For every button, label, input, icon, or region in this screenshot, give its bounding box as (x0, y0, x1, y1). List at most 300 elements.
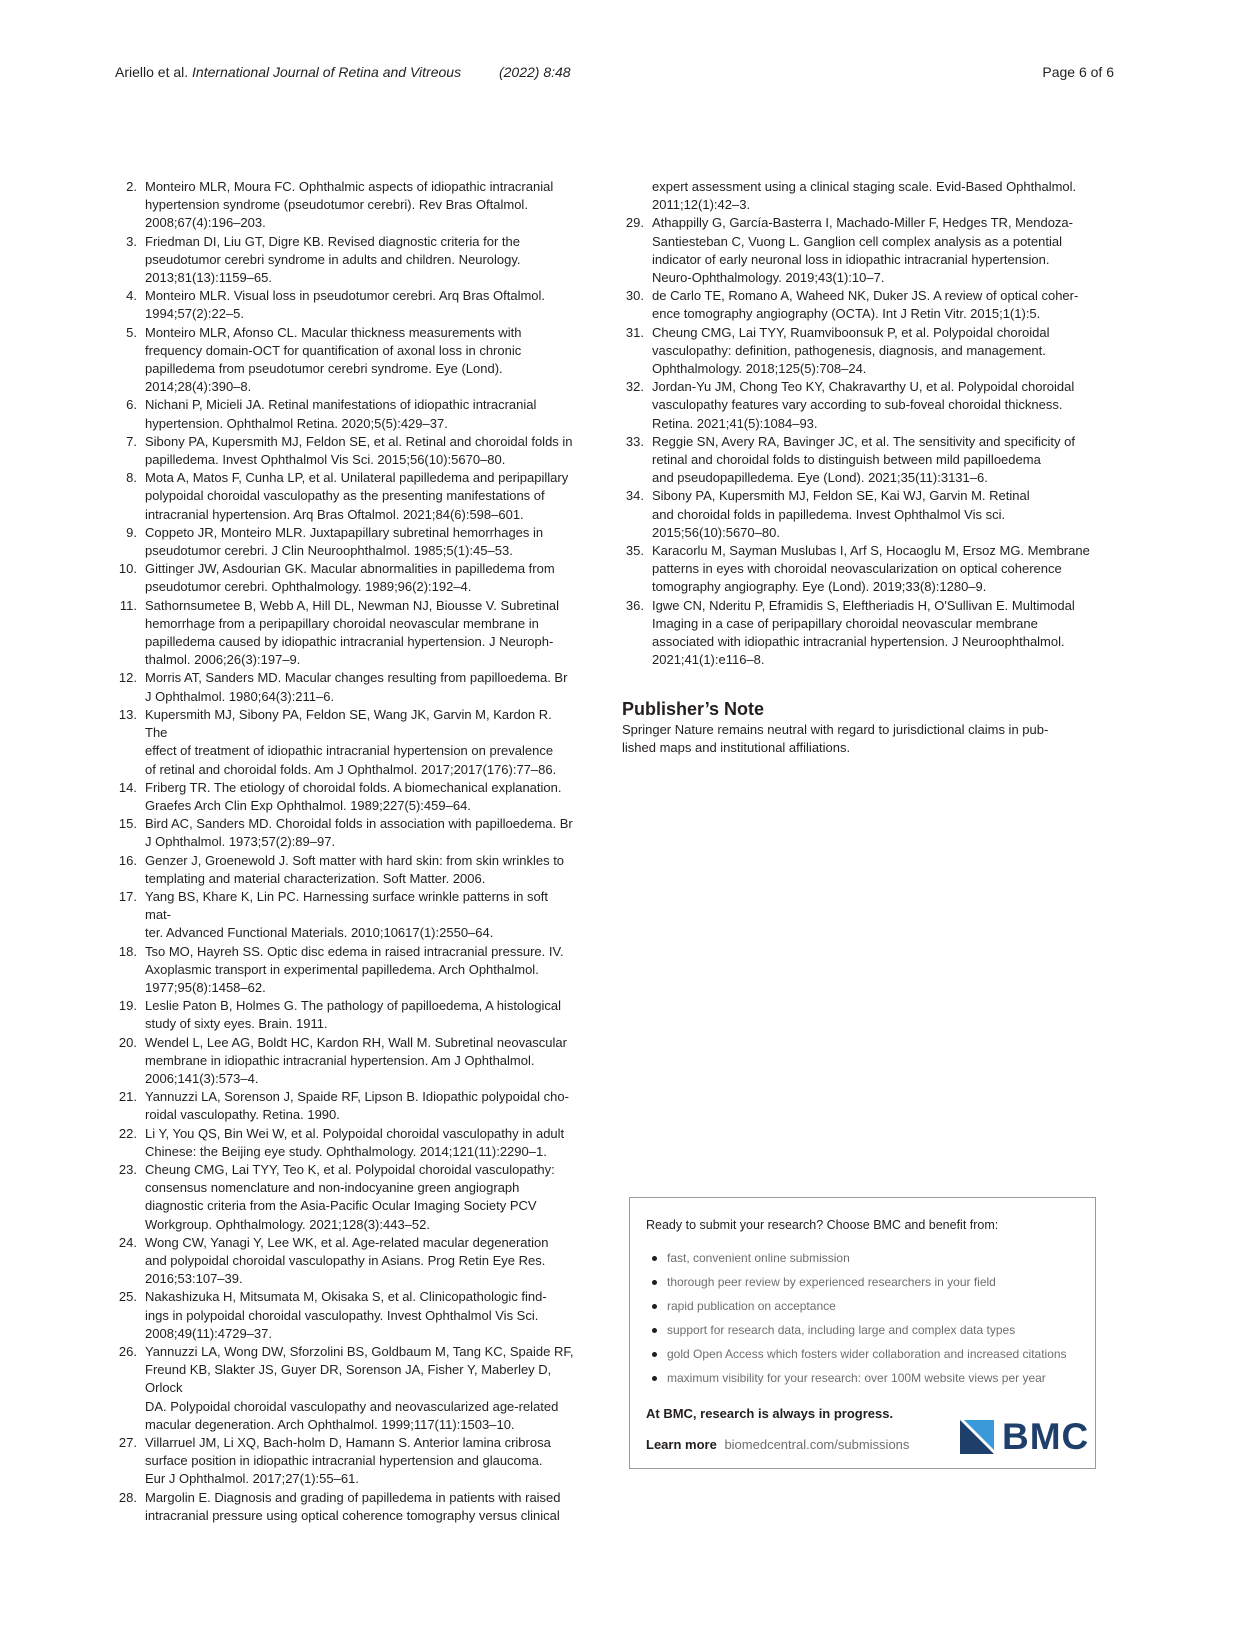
reference-line (115, 651, 575, 669)
bmc-logo (960, 1416, 1090, 1457)
reference-text: Freund KB, Slakter JS, Guyer DR, Sorenson JA, Fisher Y, Maberley D, Orlock (145, 1362, 552, 1396)
reference-entry (622, 597, 1102, 615)
reference-text: tomography angiography. Eye (Lond). 2019;33(8):1280–9. (652, 579, 987, 595)
bmc-logo-text: BMC (1002, 1416, 1090, 1457)
reference-line (115, 1179, 575, 1197)
reference-line (115, 578, 575, 596)
reference-line (622, 251, 1102, 269)
reference-text: papilledema caused by idiopathic intracranial hypertension. J Neuroph- (145, 634, 554, 650)
reference-text: Gittinger JW, Asdourian GK. Macular abnormalities in papilledema from (145, 561, 555, 577)
reference-number: 6. (126, 397, 137, 413)
reference-entry (622, 487, 1102, 505)
reference-entry (622, 378, 1102, 396)
reference-line (115, 1143, 575, 1161)
reference-entry (115, 396, 575, 414)
reference-text: Friberg TR. The etiology of choroidal folds. A biomechanical explanation. (145, 779, 562, 795)
reference-number (115, 360, 145, 378)
reference-text: hypertension syndrome (pseudotumor cerebri). Rev Bras Oftalmol. (145, 197, 528, 213)
reference-entry (622, 178, 1102, 196)
reference-line (115, 615, 575, 633)
reference-text: Wong CW, Yanagi Y, Lee WK, et al. Age-related macular degeneration (145, 1234, 549, 1250)
reference-number (622, 360, 652, 378)
reference-number (622, 251, 652, 269)
reference-text: Monteiro MLR. Visual loss in pseudotumor cerebri. Arq Bras Oftalmol. (145, 288, 546, 304)
learn-more-label: Learn more (646, 1437, 717, 1452)
bmc-benefit-item (652, 1294, 1067, 1318)
reference-text: patterns in eyes with choroidal neovascularization on optical coherence (652, 561, 1062, 577)
reference-number (115, 506, 145, 524)
bmc-benefit-item (652, 1270, 1067, 1294)
bmc-benefit-text: gold Open Access which fosters wider collaboration and increased citations (667, 1347, 1067, 1361)
reference-line (622, 451, 1102, 469)
reference-line (115, 251, 575, 269)
reference-text: Bird AC, Sanders MD. Choroidal folds in association with papilloedema. Br (145, 816, 573, 832)
reference-line (622, 196, 1102, 214)
reference-text: ter. Advanced Functional Materials. 2010;10617(1):2550–64. (145, 925, 494, 941)
reference-text: DA. Polypoidal choroidal vasculopathy and neovascularized age-related (145, 1398, 559, 1414)
publisher-note-text (622, 721, 1082, 757)
reference-number (115, 1307, 145, 1325)
reference-number (115, 1252, 145, 1270)
reference-line (115, 487, 575, 505)
reference-entry (115, 324, 575, 342)
reference-entry (115, 1434, 575, 1452)
reference-entry (115, 1125, 575, 1143)
reference-number (115, 1270, 145, 1288)
reference-text: 2011;12(1):42–3. (652, 197, 751, 213)
reference-text: hypertension. Ophthalmol Retina. 2020;5(5):429–37. (145, 415, 448, 431)
reference-line (115, 1325, 575, 1343)
reference-number: 9. (126, 524, 137, 540)
reference-line (115, 1015, 575, 1033)
reference-entry (115, 178, 575, 196)
reference-text: polypoidal choroidal vasculopathy as the presenting manifestations of (145, 488, 545, 504)
reference-text: Athappilly G, García-Basterra I, Machado-Miller F, Hedges TR, Mendoza- (652, 215, 1073, 231)
bullet-icon (652, 1376, 657, 1381)
reference-entry (115, 597, 575, 615)
bmc-heading: Ready to submit your research? Choose BMC and benefit from: (646, 1218, 999, 1232)
reference-number: 24. (118, 1234, 137, 1250)
reference-text: Yannuzzi LA, Wong DW, Sforzolini BS, Goldbaum M, Tang KC, Spaide RF, (145, 1344, 574, 1359)
reference-number (115, 1216, 145, 1234)
reference-number (622, 178, 652, 196)
reference-text: and polypoidal choroidal vasculopathy in Asians. Prog Retin Eye Res. (145, 1252, 546, 1268)
reference-line (115, 506, 575, 524)
reference-text: templating and material characterization. Soft Matter. 2006. (145, 870, 486, 886)
reference-entry (115, 815, 575, 833)
reference-text: Friedman DI, Liu GT, Digre KB. Revised diagnostic criteria for the (145, 233, 520, 249)
reference-text: and pseudopapilledema. Eye (Lond). 2021;35(11):3131–6. (652, 470, 988, 486)
reference-text: 1994;57(2):22–5. (145, 306, 245, 322)
reference-number (115, 487, 145, 505)
reference-text: Reggie SN, Avery RA, Bavinger JC, et al. The sensitivity and specificity of (652, 433, 1075, 449)
reference-text: Tso MO, Hayreh SS. Optic disc edema in raised intracranial pressure. IV. (145, 943, 564, 959)
reference-text: Yannuzzi LA, Sorenson J, Spaide RF, Lipson B. Idiopathic polypoidal cho- (145, 1089, 569, 1105)
reference-line (622, 415, 1102, 433)
publisher-note-line: Springer Nature remains neutral with regard to jurisdictional claims in pub- (622, 722, 1049, 737)
reference-line (115, 1106, 575, 1124)
reference-text: 2021;41(1):e116–8. (652, 652, 765, 668)
reference-line (115, 1470, 575, 1488)
reference-entry (115, 943, 575, 961)
reference-entry (115, 779, 575, 797)
reference-entry (115, 1288, 575, 1306)
reference-number (115, 1143, 145, 1161)
bmc-benefit-item (652, 1318, 1067, 1342)
reference-number (115, 251, 145, 269)
reference-line (622, 651, 1102, 669)
reference-number (115, 961, 145, 979)
reference-line (622, 342, 1102, 360)
reference-text: Nichani P, Micieli JA. Retinal manifestations of idiopathic intracranial (145, 397, 537, 413)
reference-entry (115, 1489, 575, 1507)
reference-number: 5. (126, 324, 137, 340)
reference-entry (115, 1234, 575, 1252)
reference-number (622, 451, 652, 469)
page-number: Page 6 of 6 (1042, 64, 1114, 80)
reference-line (622, 360, 1102, 378)
bullet-icon (652, 1256, 657, 1261)
reference-entry (622, 287, 1102, 305)
reference-number (622, 469, 652, 487)
reference-line (115, 305, 575, 323)
reference-line (115, 797, 575, 815)
reference-text: surface position in idiopathic intracranial hypertension and glaucoma. (145, 1453, 543, 1469)
reference-entry (115, 997, 575, 1015)
reference-text: Workgroup. Ophthalmology. 2021;128(3):443–52. (145, 1216, 430, 1232)
reference-text: Kupersmith MJ, Sibony PA, Feldon SE, Wang JK, Garvin M, Kardon R. The (145, 706, 552, 741)
bmc-benefits-list (652, 1246, 1067, 1390)
header-authors: Ariello et al. (115, 64, 189, 80)
reference-text: Monteiro MLR, Afonso CL. Macular thickness measurements with (145, 324, 522, 340)
reference-number: 33. (625, 433, 644, 449)
reference-text: vasculopathy features vary according to sub-foveal choroidal thickness. (652, 397, 1063, 413)
reference-text: ence tomography angiography (OCTA). Int J Retin Vitr. 2015;1(1):5. (652, 306, 1041, 322)
reference-number (622, 506, 652, 524)
reference-number: 31. (625, 324, 644, 340)
reference-line (622, 233, 1102, 251)
reference-line (115, 870, 575, 888)
reference-number (115, 305, 145, 323)
reference-text: 1977;95(8):1458–62. (145, 979, 266, 995)
reference-number: 15. (118, 816, 137, 832)
reference-number (115, 269, 145, 287)
reference-text: Sibony PA, Kupersmith MJ, Feldon SE, Kai WJ, Garvin M. Retinal (652, 488, 1030, 504)
reference-text: membrane in idiopathic intracranial hypertension. Am J Ophthalmol. (145, 1052, 535, 1068)
reference-text: 2008;49(11):4729–37. (145, 1325, 272, 1341)
reference-line (622, 578, 1102, 596)
reference-entry (115, 1343, 575, 1361)
reference-number (115, 1070, 145, 1088)
bmc-learn-more[interactable] (646, 1437, 909, 1452)
reference-line (622, 615, 1102, 633)
reference-number (622, 615, 652, 633)
reference-entry (115, 1088, 575, 1106)
reference-text: pseudotumor cerebri syndrome in adults and children. Neurology. (145, 251, 521, 267)
publisher-note-title: Publisher’s Note (622, 699, 765, 719)
reference-entry (115, 469, 575, 487)
reference-text: Coppeto JR, Monteiro MLR. Juxtapapillary subretinal hemorrhages in (145, 524, 544, 540)
reference-line (115, 360, 575, 378)
reference-number (622, 196, 652, 214)
reference-text: Igwe CN, Nderitu P, Eframidis S, Eleftheriadis H, O'Sullivan E. Multimodal (652, 597, 1075, 613)
reference-line (115, 1070, 575, 1088)
reference-number (115, 688, 145, 706)
reference-number: 23. (118, 1161, 137, 1177)
reference-line (622, 524, 1102, 542)
reference-line (115, 633, 575, 651)
reference-text: pseudotumor cerebri. J Clin Neuroophthalmol. 1985;5(1):45–53. (145, 543, 513, 559)
reference-line (622, 469, 1102, 487)
bmc-tagline: At BMC, research is always in progress. (646, 1406, 894, 1421)
bmc-benefit-text: maximum visibility for your research: over 100M website views per year (667, 1371, 1046, 1385)
reference-entry (115, 433, 575, 451)
reference-line (115, 1252, 575, 1270)
reference-number (115, 542, 145, 560)
reference-number (115, 451, 145, 469)
reference-text: 2014;28(4):390–8. (145, 379, 252, 395)
reference-line (115, 1416, 575, 1434)
reference-entry (115, 706, 575, 742)
reference-text: Villarruel JM, Li XQ, Bach-holm D, Hamann S. Anterior lamina cribrosa (145, 1435, 551, 1451)
bmc-benefit-item (652, 1366, 1067, 1390)
reference-number (622, 269, 652, 287)
reference-number: 19. (118, 998, 137, 1014)
reference-number (622, 524, 652, 542)
reference-number: 32. (625, 379, 644, 395)
bmc-logo-icon (960, 1420, 994, 1454)
reference-text: Chinese: the Beijing eye study. Ophthalmology. 2014;121(11):2290–1. (145, 1143, 547, 1159)
bullet-icon (652, 1328, 657, 1333)
reference-entry (622, 542, 1102, 560)
reference-line (622, 396, 1102, 414)
reference-line (115, 1052, 575, 1070)
reference-text: 2013;81(13):1159–65. (145, 270, 272, 286)
reference-number: 2. (126, 179, 137, 194)
reference-number (115, 1015, 145, 1033)
reference-line (115, 1452, 575, 1470)
bmc-benefit-text: thorough peer review by experienced researchers in your field (667, 1275, 996, 1289)
reference-text: study of sixty eyes. Brain. 1911. (145, 1016, 328, 1032)
reference-text: of retinal and choroidal folds. Am J Ophthalmol. 2017;2017(176):77–86. (145, 761, 557, 777)
reference-text: Leslie Paton B, Holmes G. The pathology of papilloedema, A histological (145, 998, 562, 1014)
reference-number (115, 870, 145, 888)
reference-text: Santiesteban C, Vuong L. Ganglion cell complex analysis as a potential (652, 233, 1062, 249)
reference-line (115, 688, 575, 706)
bmc-benefit-item (652, 1342, 1067, 1366)
reference-text: expert assessment using a clinical staging scale. Evid-Based Ophthalmol. (652, 179, 1077, 194)
reference-number: 16. (118, 852, 137, 868)
reference-text: Karacorlu M, Sayman Muslubas I, Arf S, Hocaoglu M, Ersoz MG. Membrane (652, 543, 1090, 559)
reference-text: effect of treatment of idiopathic intracranial hypertension on prevalence (145, 743, 554, 759)
header-journal: International Journal of Retina and Vitreous (192, 64, 462, 80)
reference-text: Morris AT, Sanders MD. Macular changes resulting from papilloedema. Br (145, 670, 568, 686)
reference-text: Jordan-Yu JM, Chong Teo KY, Chakravarthy U, et al. Polypoidal choroidal (652, 379, 1075, 395)
page-header (115, 64, 1114, 84)
reference-text: Cheung CMG, Lai TYY, Ruamviboonsuk P, et al. Polypoidal choroidal (652, 324, 1050, 340)
reference-number (622, 633, 652, 651)
reference-line (622, 633, 1102, 651)
reference-line (115, 269, 575, 287)
bullet-icon (652, 1352, 657, 1357)
reference-number (115, 1452, 145, 1470)
reference-text: Eur J Ophthalmol. 2017;27(1):55–61. (145, 1471, 359, 1487)
reference-line (115, 1307, 575, 1325)
reference-entry (622, 324, 1102, 342)
reference-text: macular degeneration. Arch Ophthalmol. 1999;117(11):1503–10. (145, 1416, 515, 1432)
reference-line (115, 214, 575, 232)
reference-line (115, 833, 575, 851)
reference-text: 2016;53:107–39. (145, 1271, 243, 1287)
reference-text: roidal vasculopathy. Retina. 1990. (145, 1107, 340, 1123)
reference-text: de Carlo TE, Romano A, Waheed NK, Duker JS. A review of optical coher- (652, 288, 1079, 304)
reference-number (115, 378, 145, 396)
reference-text: 2015;56(10):5670–80. (652, 524, 780, 540)
reference-number (115, 1325, 145, 1343)
reference-line (115, 1398, 575, 1416)
reference-number (115, 979, 145, 997)
reference-number (115, 1052, 145, 1070)
reference-text: Wendel L, Lee AG, Boldt HC, Kardon RH, Wall M. Subretinal neovascular (145, 1034, 567, 1050)
reference-entry (115, 888, 575, 924)
learn-more-link[interactable]: biomedcentral.com/submissions (724, 1437, 910, 1452)
reference-text: intracranial pressure using optical coherence tomography versus clinical (145, 1507, 560, 1523)
reference-number: 26. (118, 1344, 137, 1359)
reference-number (622, 415, 652, 433)
reference-text: frequency domain-OCT for quantification of axonal loss in chronic (145, 342, 522, 358)
bmc-benefit-item (652, 1246, 1067, 1270)
reference-number (622, 578, 652, 596)
reference-text: Retina. 2021;41(5):1084–93. (652, 415, 818, 431)
reference-entry (115, 852, 575, 870)
reference-line (115, 761, 575, 779)
reference-line (115, 542, 575, 560)
reference-text: J Ophthalmol. 1980;64(3):211–6. (145, 688, 335, 704)
reference-text: Sathornsumetee B, Webb A, Hill DL, Newman NJ, Biousse V. Subretinal (145, 597, 560, 613)
reference-number: 35. (625, 543, 644, 559)
running-head (115, 64, 571, 80)
reference-number: 36. (625, 597, 644, 613)
bmc-submission-box (629, 1197, 1096, 1469)
bmc-benefit-text: support for research data, including large and complex data types (667, 1323, 1016, 1337)
reference-text: Imaging in a case of peripapillary choroidal neovascular membrane (652, 615, 1038, 631)
reference-line (115, 415, 575, 433)
reference-text: associated with idiopathic intracranial hypertension. J Neuroophthalmol. (652, 634, 1065, 650)
reference-text: Graefes Arch Clin Exp Ophthalmol. 1989;227(5):459–64. (145, 797, 471, 813)
reference-number (115, 1398, 145, 1416)
reference-text: Cheung CMG, Lai TYY, Teo K, et al. Polypoidal choroidal vasculopathy: (145, 1161, 555, 1177)
references-right-column (622, 178, 1102, 669)
reference-entry (622, 214, 1102, 232)
reference-text: diagnostic criteria from the Asia-Pacific Ocular Imaging Society PCV (145, 1198, 537, 1214)
reference-text: Li Y, You QS, Bin Wei W, et al. Polypoidal choroidal vasculopathy in adult (145, 1125, 565, 1141)
reference-text: Yang BS, Khare K, Lin PC. Harnessing surface wrinkle patterns in soft mat- (145, 888, 548, 923)
reference-text: Sibony PA, Kupersmith MJ, Feldon SE, et al. Retinal and choroidal folds in (145, 433, 573, 449)
reference-text: intracranial hypertension. Arq Bras Oftalmol. 2021;84(6):598–601. (145, 506, 524, 522)
reference-entry (115, 287, 575, 305)
reference-number (115, 1197, 145, 1215)
reference-number: 13. (118, 706, 137, 722)
reference-line (115, 342, 575, 360)
reference-number (115, 633, 145, 651)
reference-entry (115, 233, 575, 251)
reference-text: 2006;141(3):573–4. (145, 1070, 259, 1086)
reference-number: 18. (118, 943, 137, 959)
reference-number (115, 615, 145, 633)
reference-number (622, 651, 652, 669)
reference-number (115, 1416, 145, 1434)
reference-number (115, 651, 145, 669)
reference-number (115, 214, 145, 232)
reference-entry (115, 524, 575, 542)
reference-number: 17. (118, 888, 137, 904)
reference-number: 7. (126, 433, 137, 449)
reference-text: pseudotumor cerebri. Ophthalmology. 1989;96(2):192–4. (145, 579, 472, 595)
reference-line (115, 979, 575, 997)
reference-line (622, 506, 1102, 524)
reference-number (115, 196, 145, 214)
reference-number (115, 797, 145, 815)
reference-number (115, 342, 145, 360)
reference-text: hemorrhage from a peripapillary choroidal neovascular membrane in (145, 615, 539, 631)
reference-text: consensus nomenclature and non-indocyanine green angiograph (145, 1180, 520, 1196)
publisher-note-line: lished maps and institutional affiliations. (622, 740, 851, 756)
reference-number (622, 396, 652, 414)
bullet-icon (652, 1304, 657, 1309)
reference-line (115, 1197, 575, 1215)
reference-entry (115, 1034, 575, 1052)
reference-line (115, 1270, 575, 1288)
reference-number (115, 1106, 145, 1124)
reference-line (115, 1361, 575, 1397)
reference-number (115, 1361, 145, 1397)
reference-text: and choroidal folds in papilledema. Invest Ophthalmol Vis sci. (652, 506, 1006, 522)
reference-number: 34. (625, 488, 644, 504)
reference-line (115, 196, 575, 214)
header-year-volume: (2022) 8:48 (498, 64, 571, 80)
reference-text: Mota A, Matos F, Cunha LP, et al. Unilateral papilledema and peripapillary (145, 470, 569, 486)
reference-number: 22. (118, 1125, 137, 1141)
reference-number (115, 833, 145, 851)
reference-text: J Ophthalmol. 1973;57(2):89–97. (145, 834, 336, 850)
reference-entry (115, 1161, 575, 1179)
reference-number: 25. (118, 1289, 137, 1305)
reference-text: Ophthalmology. 2018;125(5):708–24. (652, 361, 867, 377)
reference-line (115, 742, 575, 760)
reference-line (115, 924, 575, 942)
reference-line (115, 1216, 575, 1234)
reference-number: 12. (118, 670, 137, 686)
reference-number: 11. (119, 597, 137, 613)
reference-line (115, 378, 575, 396)
reference-line (622, 269, 1102, 287)
reference-number: 27. (118, 1435, 137, 1451)
reference-text: Genzer J, Groenewold J. Soft matter with hard skin: from skin wrinkles to (145, 852, 565, 868)
reference-number (622, 305, 652, 323)
reference-number: 20. (118, 1034, 137, 1050)
reference-number (115, 1507, 145, 1525)
reference-number: 3. (126, 233, 137, 249)
reference-text: Neuro-Ophthalmology. 2019;43(1):10–7. (652, 270, 885, 286)
reference-number: 21. (118, 1089, 137, 1105)
reference-entry (115, 669, 575, 687)
reference-number: 30. (625, 288, 644, 304)
bmc-benefit-text: rapid publication on acceptance (667, 1299, 836, 1313)
bmc-benefit-text: fast, convenient online submission (667, 1251, 850, 1265)
reference-number (115, 1470, 145, 1488)
reference-entry (115, 560, 575, 578)
reference-number (115, 742, 145, 760)
